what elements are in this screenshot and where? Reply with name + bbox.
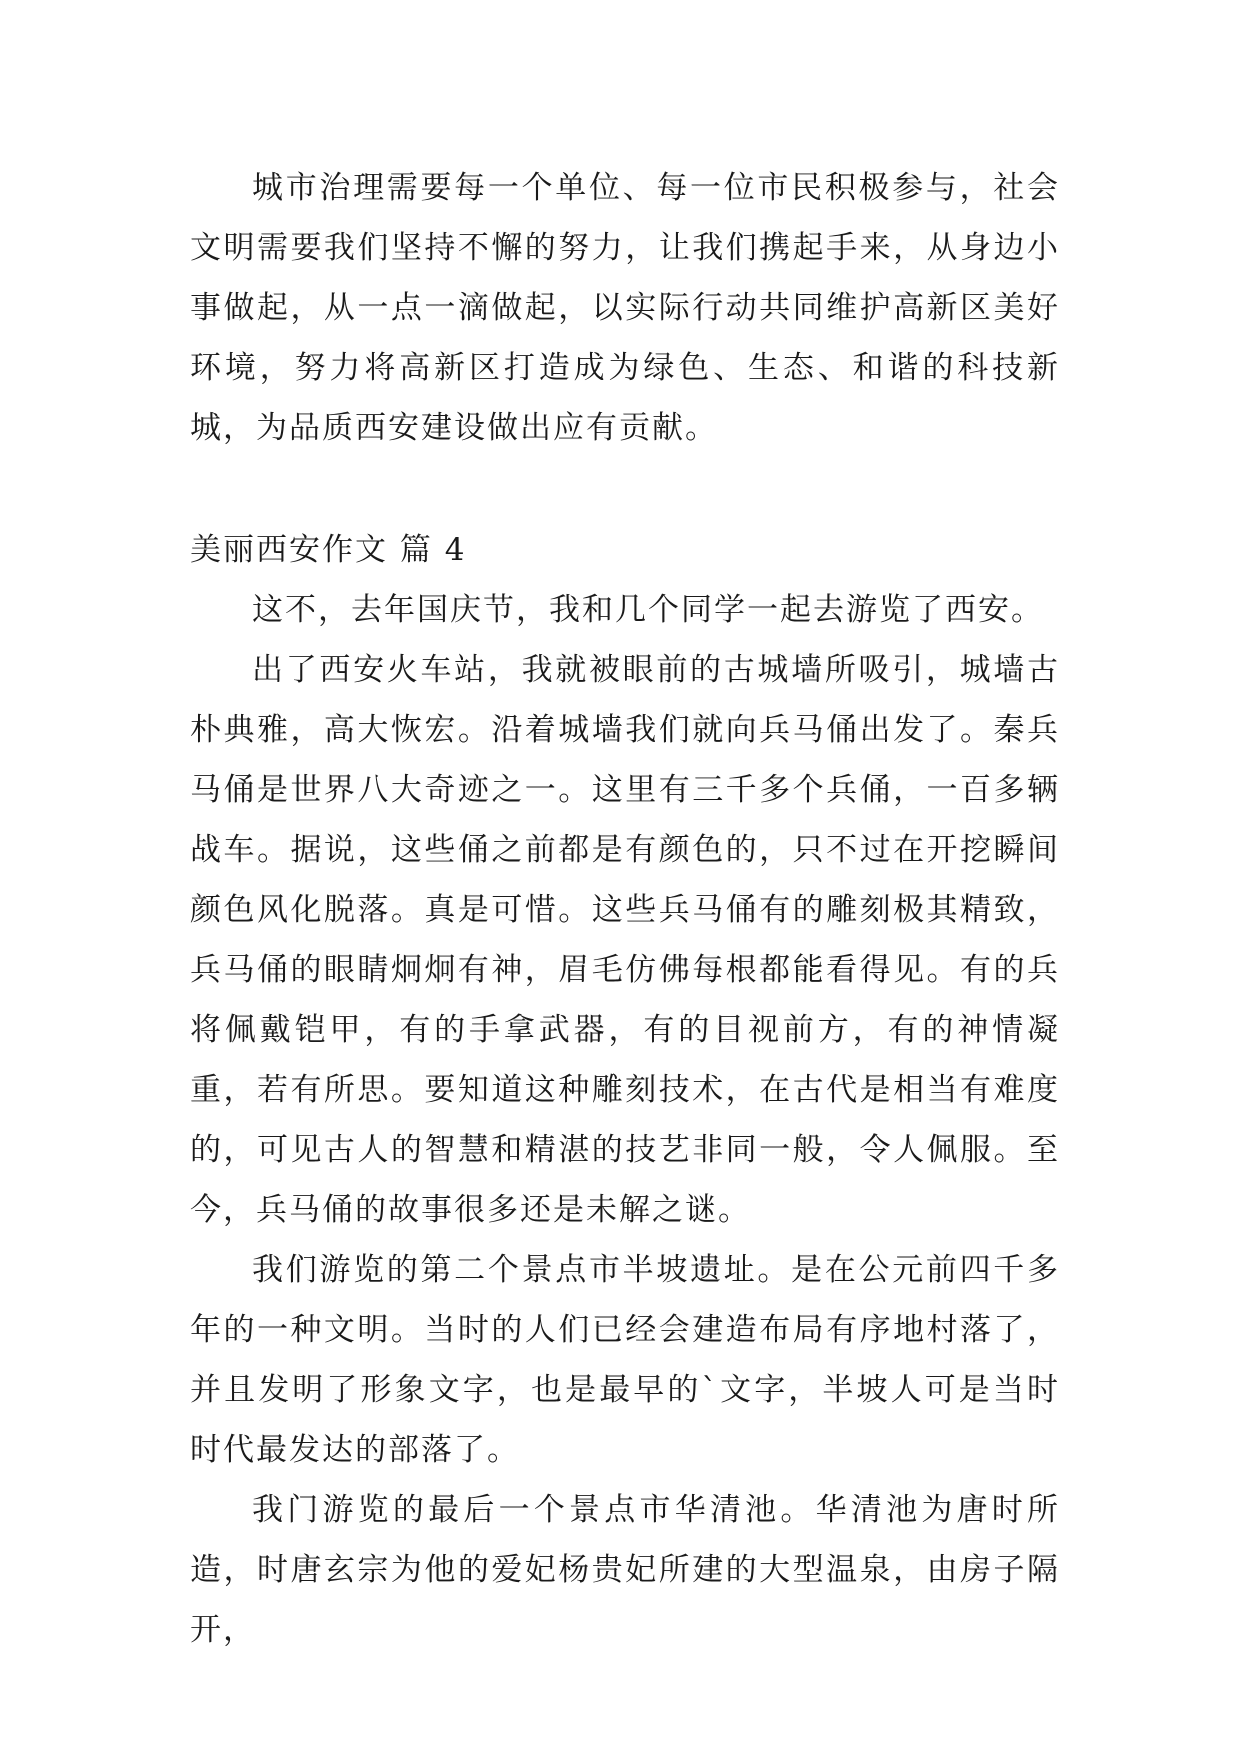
paragraph-terracotta-warriors: 出了西安火车站，我就被眼前的古城墙所吸引，城墙古朴典雅，高大恢宏。沿着城墙我们就向兵马俑出发了。秦兵马俑是世界八大奇迹之一。这里有三千多个兵俑，一百多辆战车。据说，这些俑之前都是有颜色的，只不过在开挖瞬间颜色风化脱落。真是可惜。这些兵马俑有的雕刻极其精致，兵马俑的眼睛炯炯有神，眉毛仿佛每根都能看得见。有的兵将佩戴铠甲，有的手拿武器，有的目视前方，有的神情凝重，若有所思。要知道这种雕刻技术，在古代是相当有难度的，可见古人的智慧和精湛的技艺非同一般，令人佩服。至今，兵马俑的故事很多还是未解之谜。: [190, 652, 1060, 1228]
paragraph-banpo-site: 我们游览的第二个景点市半坡遗址。是在公元前四千多年的一种文明。当时的人们已经会建造布局有序地村落了，并且发明了形象文字，也是最早的`文字，半坡人可是当时时代最发达的部落了。: [190, 1252, 1060, 1468]
paragraph-huaqing-pool: 我门游览的最后一个景点市华清池。华清池为唐时所造，时唐玄宗为他的爱妃杨贵妃所建的大型温泉，由房子隔开，: [190, 1492, 1060, 1648]
document-body: [190, 158, 1060, 1660]
paragraph-national-day: 这不，去年国庆节，我和几个同学一起去游览了西安。: [252, 592, 1044, 628]
section-heading: 美丽西安作文 篇 4: [190, 532, 467, 568]
intro-paragraph: 城市治理需要每一个单位、每一位市民积极参与，社会文明需要我们坚持不懈的努力，让我们携起手来，从身边小事做起，从一点一滴做起，以实际行动共同维护高新区美好环境，努力将高新区打造成为绿色、生态、和谐的科技新城，为品质西安建设做出应有贡献。: [190, 170, 1060, 446]
